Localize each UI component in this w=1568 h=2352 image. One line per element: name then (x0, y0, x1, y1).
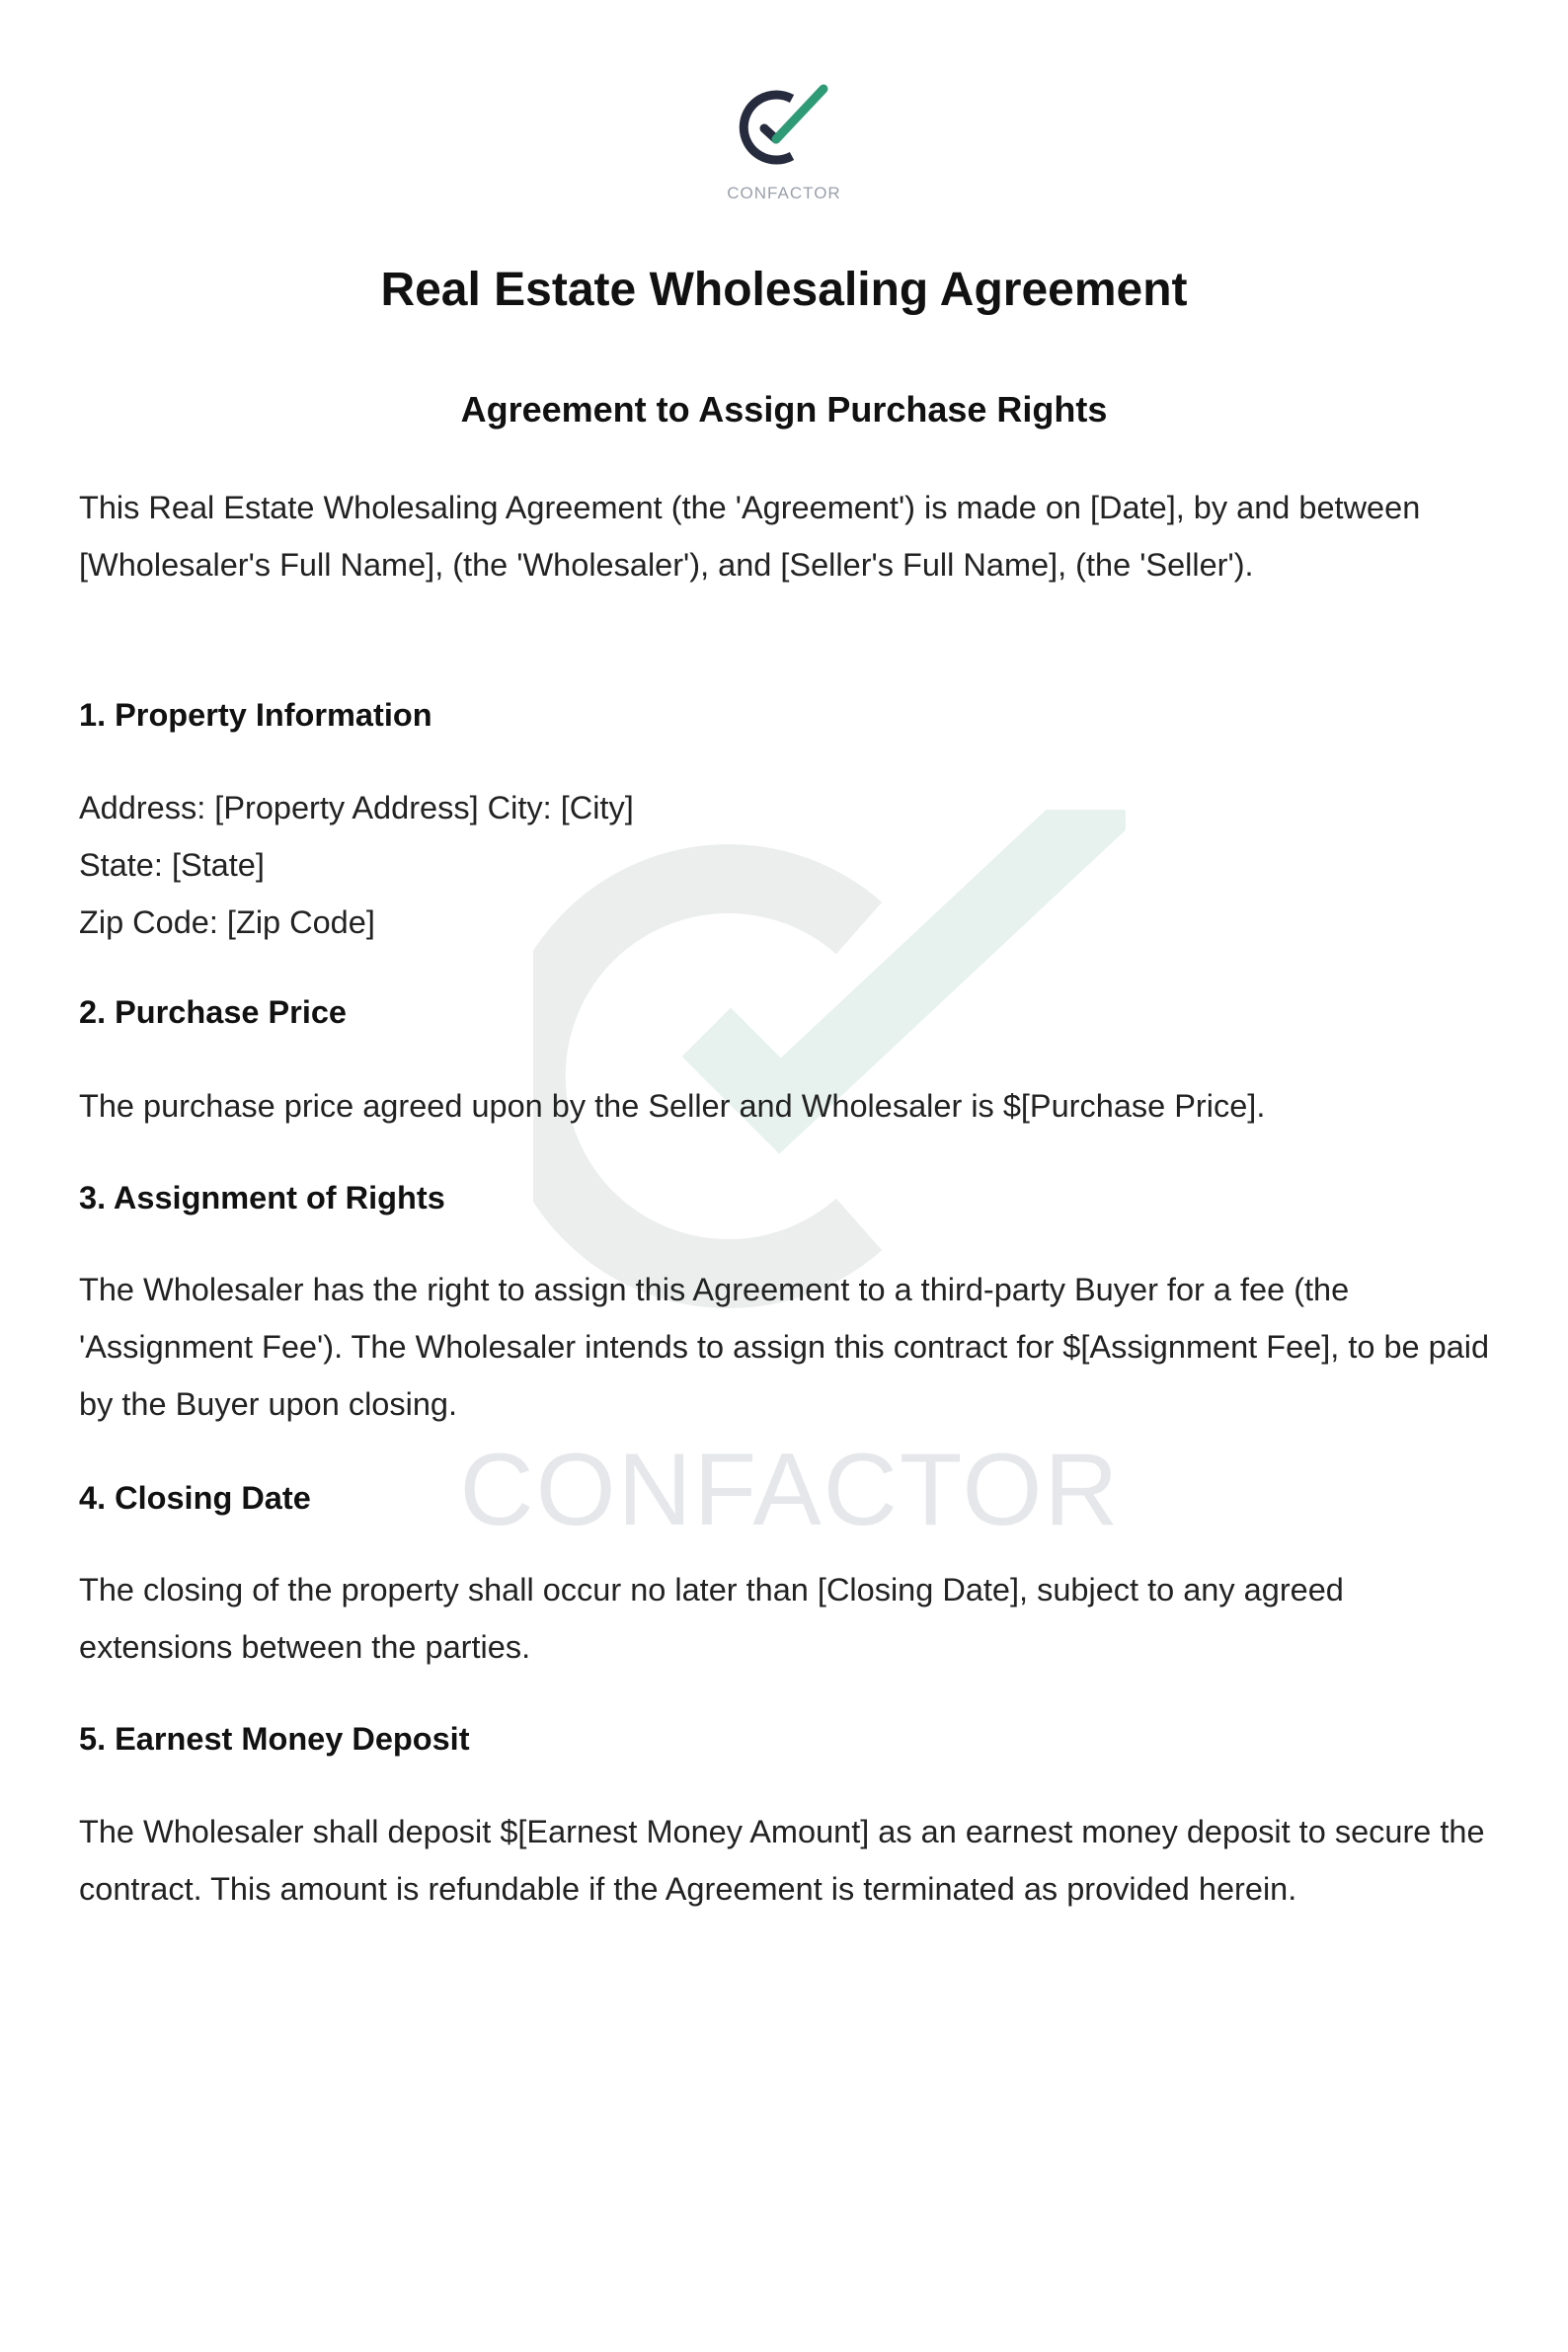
document-title: Real Estate Wholesaling Agreement (380, 264, 1188, 316)
property-info (79, 779, 1501, 951)
section-heading: 3. Assignment of Rights (79, 1180, 445, 1215)
section-heading: 1. Property Information (79, 697, 432, 733)
section-heading: 4. Closing Date (79, 1480, 311, 1516)
confactor-logo-icon (725, 69, 843, 178)
watermark-text: CONFACTOR (459, 1433, 1121, 1547)
intro-paragraph: This Real Estate Wholesaling Agreement (the 'Agreement') is made on [Date], by and between [Wholesaler's Full Name], (the 'Wholesaler'), and [Seller's Full Name], (the 'Seller'). (79, 490, 1421, 583)
logo-text: CONFACTOR (727, 184, 841, 202)
state-line: State: [State] (79, 847, 265, 883)
section-heading: 5. Earnest Money Deposit (79, 1721, 470, 1757)
zip-line: Zip Code: [Zip Code] (79, 904, 375, 940)
address-line: Address: [Property Address] City: [City] (79, 790, 634, 825)
section-heading: 2. Purchase Price (79, 994, 347, 1030)
section-body: The purchase price agreed upon by the Seller and Wholesaler is $[Purchase Price]. (79, 1088, 1266, 1124)
section-body: The closing of the property shall occur no later than [Closing Date], subject to any agreed extensions between the parties. (79, 1572, 1344, 1665)
section-body: The Wholesaler shall deposit $[Earnest Money Amount] as an earnest money deposit to secure the contract. This amount is refundable if the Agreement is terminated as provided herein. (79, 1814, 1485, 1907)
document-subtitle: Agreement to Assign Purchase Rights (460, 389, 1108, 430)
section-body: The Wholesaler has the right to assign this Agreement to a third-party Buyer for a fee (the 'Assignment Fee'). The Wholesaler intends to assign this contract for $[Assignment Fee], to be paid by the Buyer upon closing. (79, 1272, 1490, 1422)
